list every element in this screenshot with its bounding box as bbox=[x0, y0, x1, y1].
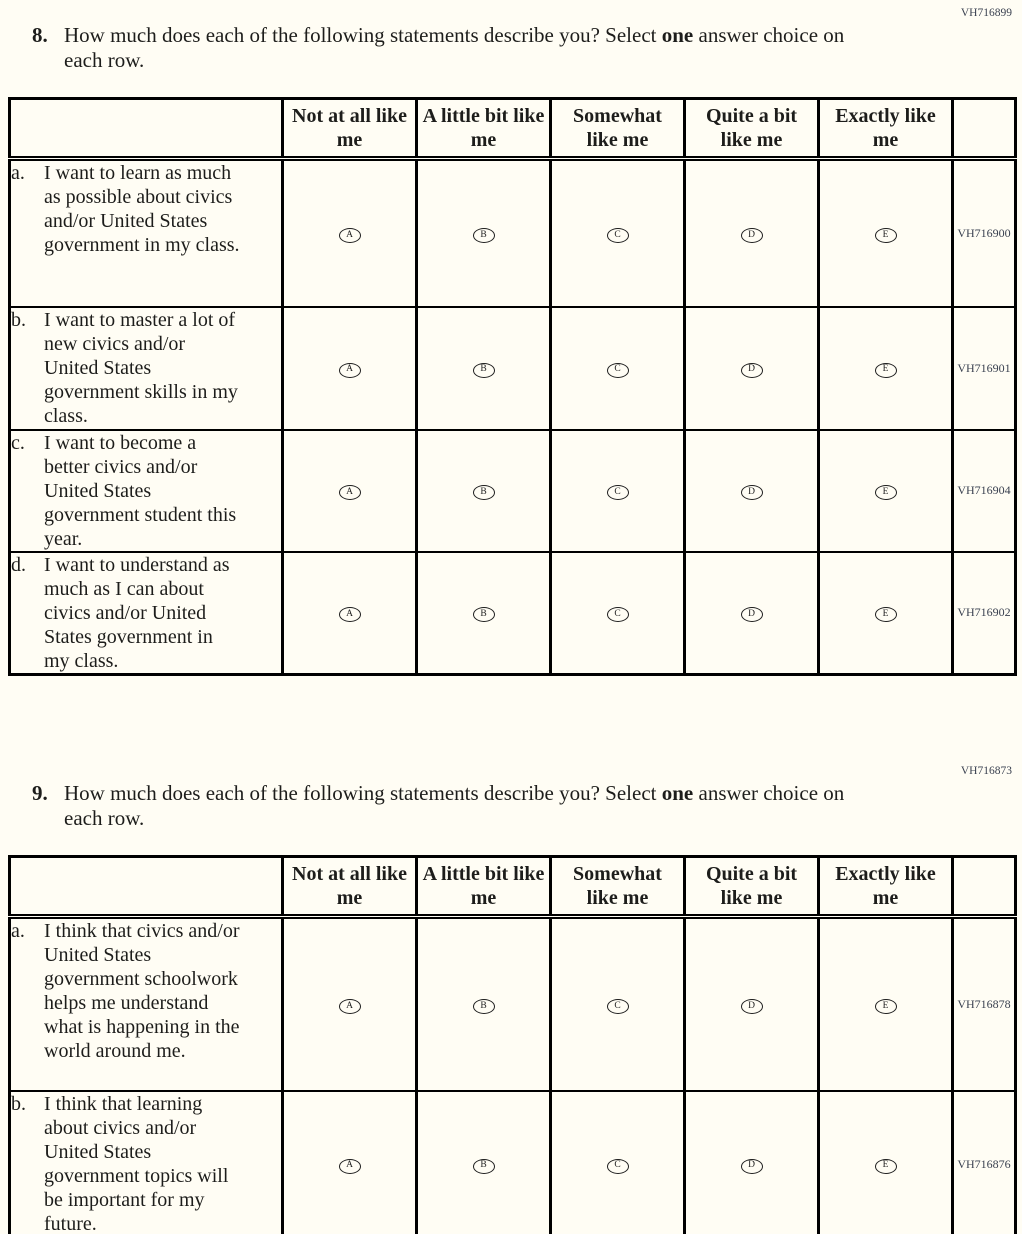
choice-cell-a[interactable] bbox=[283, 1091, 417, 1234]
statement-text: I want to master a lot of new civics and/or United States government skills in my class. bbox=[44, 308, 238, 427]
answer-bubble-c[interactable]: C bbox=[607, 485, 629, 500]
answer-bubble-b[interactable]: B bbox=[473, 363, 495, 378]
choice-cell-d[interactable] bbox=[685, 1091, 819, 1234]
answer-bubble-a[interactable]: A bbox=[339, 607, 361, 622]
choice-cell-c[interactable] bbox=[551, 552, 685, 675]
prompt-bold-one: one bbox=[661, 23, 694, 47]
item-code: VH716876 bbox=[953, 1091, 1016, 1234]
answer-bubble-b[interactable]: B bbox=[473, 607, 495, 622]
statement-text: I think that civics and/or United States government schoolwork helps me understand what is happening in the world around me. bbox=[44, 919, 240, 1062]
question-9-number: 9. bbox=[32, 780, 48, 805]
row-letter: d. bbox=[11, 553, 26, 576]
choice-cell-e[interactable] bbox=[819, 430, 953, 552]
answer-bubble-e[interactable]: E bbox=[875, 607, 897, 622]
row-letter: c. bbox=[11, 431, 25, 454]
row-letter: a. bbox=[11, 162, 25, 184]
answer-bubble-d[interactable]: D bbox=[741, 485, 763, 500]
prompt-bold-one: one bbox=[661, 780, 694, 805]
choice-cell-e[interactable] bbox=[819, 1091, 953, 1234]
statement-row-8a bbox=[10, 159, 1016, 307]
question-8-number: 8. bbox=[32, 23, 48, 47]
question-9-text bbox=[64, 781, 886, 831]
statement-row-8d bbox=[10, 552, 1016, 675]
prompt-pre: How much does each of the following statements describe you? Select bbox=[64, 23, 662, 47]
item-code: VH716902 bbox=[953, 552, 1016, 675]
question-9-response-grid bbox=[8, 855, 1017, 1234]
question-9-ref-code: VH716873 bbox=[960, 764, 1012, 777]
answer-bubble-d[interactable]: D bbox=[741, 607, 763, 622]
answer-bubble-e[interactable]: E bbox=[875, 485, 897, 500]
answer-bubble-e[interactable]: E bbox=[875, 228, 897, 243]
choice-cell-a[interactable] bbox=[283, 916, 417, 1091]
column-header-a-little-bit: A little bit like me bbox=[417, 856, 551, 916]
choice-cell-c[interactable] bbox=[551, 307, 685, 430]
statement-cell bbox=[10, 430, 283, 552]
choice-cell-a[interactable] bbox=[283, 159, 417, 307]
statement-header-empty bbox=[10, 99, 283, 159]
statement-cell bbox=[10, 307, 283, 430]
row-letter: b. bbox=[11, 1093, 26, 1115]
answer-bubble-b[interactable]: B bbox=[473, 1159, 495, 1174]
choice-cell-c[interactable] bbox=[551, 1091, 685, 1234]
answer-bubble-c[interactable]: C bbox=[607, 363, 629, 378]
header-row bbox=[10, 856, 1016, 916]
column-header-somewhat: Somewhat like me bbox=[551, 856, 685, 916]
choice-cell-d[interactable] bbox=[685, 307, 819, 430]
answer-bubble-a[interactable]: A bbox=[339, 228, 361, 243]
statement-row-8b bbox=[10, 307, 1016, 430]
column-header-exactly-like: Exactly like me bbox=[819, 856, 953, 916]
choice-cell-d[interactable] bbox=[685, 430, 819, 552]
answer-bubble-e[interactable]: E bbox=[875, 363, 897, 378]
answer-bubble-c[interactable]: C bbox=[607, 1159, 629, 1174]
question-8-response-grid bbox=[8, 97, 1017, 676]
statement-header-empty bbox=[10, 856, 283, 916]
statement-text: I want to understand as much as I can about civics and/or United States government in my class. bbox=[44, 553, 230, 672]
row-letter: a. bbox=[11, 919, 25, 942]
answer-bubble-c[interactable]: C bbox=[607, 999, 629, 1014]
choice-cell-b[interactable] bbox=[417, 1091, 551, 1234]
choice-cell-a[interactable] bbox=[283, 307, 417, 430]
answer-bubble-a[interactable]: A bbox=[339, 363, 361, 378]
answer-bubble-a[interactable]: A bbox=[339, 1159, 361, 1174]
choice-cell-b[interactable] bbox=[417, 552, 551, 675]
answer-bubble-a[interactable]: A bbox=[339, 999, 361, 1014]
row-letter: b. bbox=[11, 308, 26, 331]
choice-cell-e[interactable] bbox=[819, 916, 953, 1091]
answer-bubble-d[interactable]: D bbox=[741, 999, 763, 1014]
item-code: VH716878 bbox=[953, 916, 1016, 1091]
choice-cell-d[interactable] bbox=[685, 552, 819, 675]
answer-bubble-e[interactable]: E bbox=[875, 999, 897, 1014]
prompt-post: answer choice on each row. bbox=[64, 780, 845, 830]
choice-cell-c[interactable] bbox=[551, 430, 685, 552]
statement-cell bbox=[10, 1091, 283, 1234]
choice-cell-e[interactable] bbox=[819, 159, 953, 307]
choice-cell-a[interactable] bbox=[283, 430, 417, 552]
choice-cell-c[interactable] bbox=[551, 916, 685, 1091]
answer-bubble-d[interactable]: D bbox=[741, 363, 763, 378]
code-header-empty bbox=[953, 856, 1016, 916]
statement-text: I want to become a better civics and/or United States government student this year. bbox=[44, 431, 237, 550]
choice-cell-b[interactable] bbox=[417, 159, 551, 307]
statement-row-9a bbox=[10, 916, 1016, 1091]
column-header-somewhat: Somewhat like me bbox=[551, 99, 685, 159]
column-header-a-little-bit: A little bit like me bbox=[417, 99, 551, 159]
statement-cell bbox=[10, 552, 283, 675]
item-code: VH716901 bbox=[953, 307, 1016, 430]
prompt-pre: How much does each of the following statements describe you? Select bbox=[64, 780, 662, 805]
statement-text: I think that learning about civics and/or United States government topics will be important for my future. bbox=[44, 1093, 229, 1234]
answer-bubble-d[interactable]: D bbox=[741, 1159, 763, 1174]
column-header-exactly-like: Exactly like me bbox=[819, 99, 953, 159]
question-8-ref-code: VH716899 bbox=[960, 7, 1012, 19]
choice-cell-a[interactable] bbox=[283, 552, 417, 675]
answer-bubble-a[interactable]: A bbox=[339, 485, 361, 500]
choice-cell-d[interactable] bbox=[685, 159, 819, 307]
answer-bubble-b[interactable]: B bbox=[473, 999, 495, 1014]
code-header-empty bbox=[953, 99, 1016, 159]
statement-cell bbox=[10, 159, 283, 307]
item-code: VH716900 bbox=[953, 159, 1016, 307]
choice-cell-e[interactable] bbox=[819, 307, 953, 430]
header-row bbox=[10, 99, 1016, 159]
choice-cell-b[interactable] bbox=[417, 916, 551, 1091]
answer-bubble-b[interactable]: B bbox=[473, 228, 495, 243]
answer-bubble-d[interactable]: D bbox=[741, 228, 763, 243]
question-8-prompt bbox=[32, 23, 1014, 73]
question-9-prompt bbox=[32, 781, 1014, 831]
answer-bubble-c[interactable]: C bbox=[607, 228, 629, 243]
choice-cell-b[interactable] bbox=[417, 430, 551, 552]
answer-bubble-c[interactable]: C bbox=[607, 607, 629, 622]
statement-cell bbox=[10, 916, 283, 1091]
column-header-quite-a-bit: Quite a bit like me bbox=[685, 99, 819, 159]
column-header-not-at-all: Not at all like me bbox=[283, 856, 417, 916]
choice-cell-c[interactable] bbox=[551, 159, 685, 307]
answer-bubble-e[interactable]: E bbox=[875, 1159, 897, 1174]
choice-cell-b[interactable] bbox=[417, 307, 551, 430]
statement-row-8c bbox=[10, 430, 1016, 552]
choice-cell-d[interactable] bbox=[685, 916, 819, 1091]
question-8-text bbox=[64, 23, 886, 73]
column-header-quite-a-bit: Quite a bit like me bbox=[685, 856, 819, 916]
prompt-post: answer choice on each row. bbox=[64, 23, 845, 72]
answer-bubble-b[interactable]: B bbox=[473, 485, 495, 500]
item-code: VH716904 bbox=[953, 430, 1016, 552]
statement-text: I want to learn as much as possible about civics and/or United States government in my class. bbox=[44, 162, 240, 256]
statement-row-9b bbox=[10, 1091, 1016, 1234]
column-header-not-at-all: Not at all like me bbox=[283, 99, 417, 159]
choice-cell-e[interactable] bbox=[819, 552, 953, 675]
